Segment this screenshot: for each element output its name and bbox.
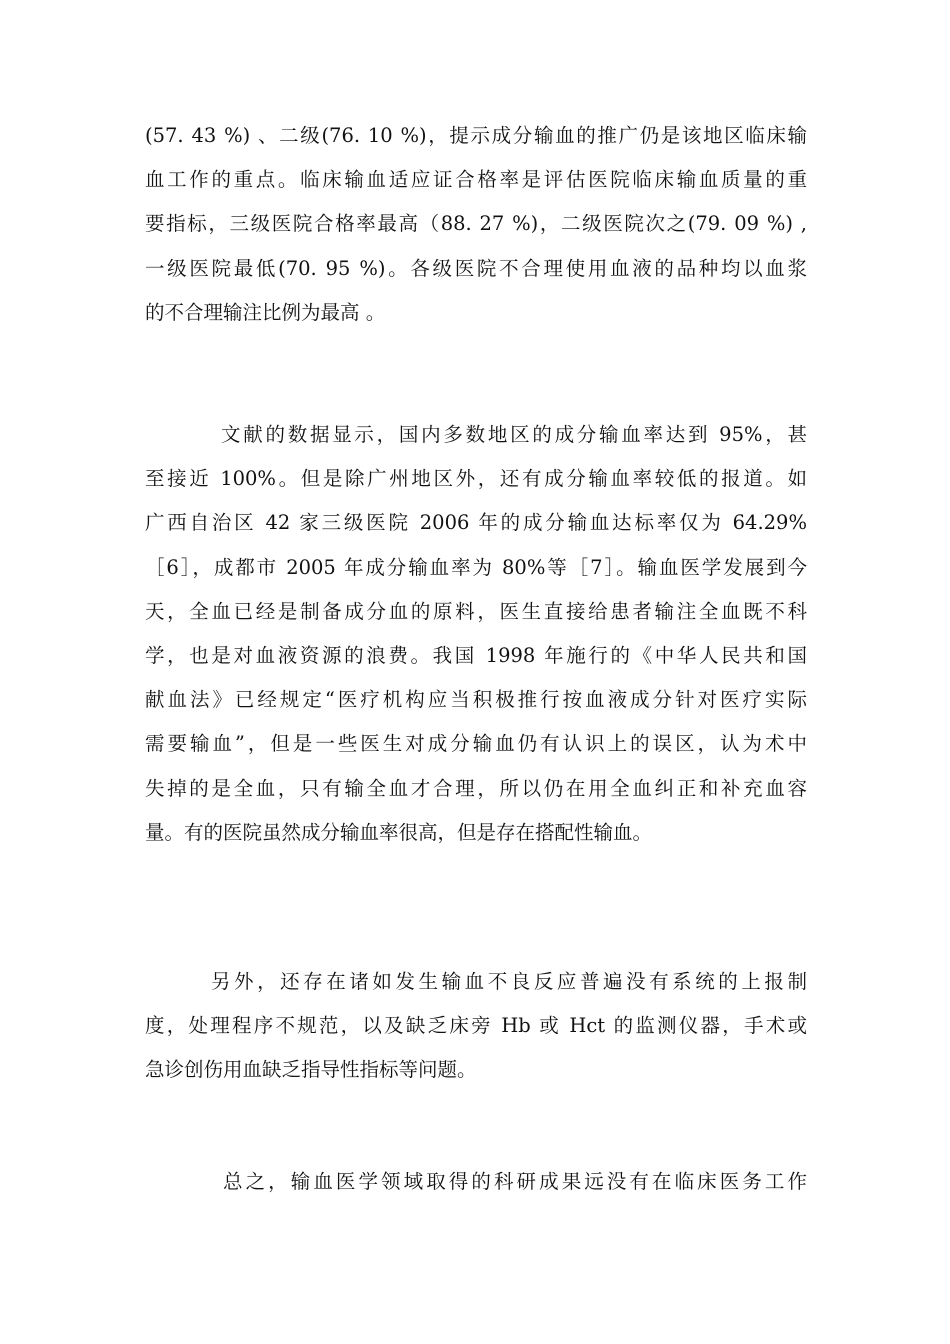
text-line: 血工作的重点。临床输血适应证合格率是评估医院临床输血质量的重 (145, 168, 807, 192)
text-line: 另外，还存在诸如发生输血不良反应普遍没有系统的上报制 (211, 970, 807, 993)
text-line: 急诊创伤用血缺乏指导性指标等问题。 (145, 1058, 477, 1082)
text-line: 广西自治区 42 家三级医院 2006 年的成分输血达标率仅为 64.29% (145, 511, 807, 535)
paragraph-1 (145, 114, 807, 335)
text-line: 学，也是对血液资源的浪费。我国 1998 年施行的《中华人民共和国 (145, 644, 807, 668)
text-line: 量。有的医院虽然成分输血率很高，但是存在搭配性输血。 (145, 820, 653, 844)
text-line: ［6］，成都市 2005 年成分输血率为 80%等［7］。输血医学发展到今 (145, 555, 807, 579)
text-line: 献血法》已经规定“医疗机构应当积极推行按血液成分针对医疗实际 (145, 688, 807, 712)
text-line: 要指标，三级医院合格率最高（88. 27 %)，二级医院次之(79. 09 %) , (145, 212, 807, 236)
paragraph-2 (145, 413, 807, 855)
text-line: 需要输血”，但是一些医生对成分输血仍有认识上的误区，认为术中 (145, 732, 807, 756)
text-line: 一级医院最低(70. 95 %)。各级医院不合理使用血液的品种均以血浆 (145, 256, 807, 280)
text-line: 的不合理输注比例为最高 。 (145, 300, 386, 324)
text-line: 文献的数据显示，国内多数地区的成分输血率达到 95%，甚 (221, 423, 807, 446)
text-line: 至接近 100%。但是除广州地区外，还有成分输血率较低的报道。如 (145, 467, 807, 491)
paragraph-4 (145, 1160, 807, 1204)
text-line: (57. 43 %) 、二级(76. 10 %)，提示成分输血的推广仍是该地区临床输 (145, 124, 807, 147)
text-line: 总之，输血医学领域取得的科研成果远没有在临床医务工作 (223, 1170, 807, 1193)
text-line: 失掉的是全血，只有输全血才合理，所以仍在用全血纠正和补充血容 (145, 776, 807, 800)
text-line: 度，处理程序不规范，以及缺乏床旁 Hb 或 Hct 的监测仪器，手术或 (145, 1014, 807, 1038)
paragraph-3 (145, 960, 807, 1093)
text-line: 天，全血已经是制备成分血的原料，医生直接给患者输注全血既不科 (145, 599, 807, 623)
